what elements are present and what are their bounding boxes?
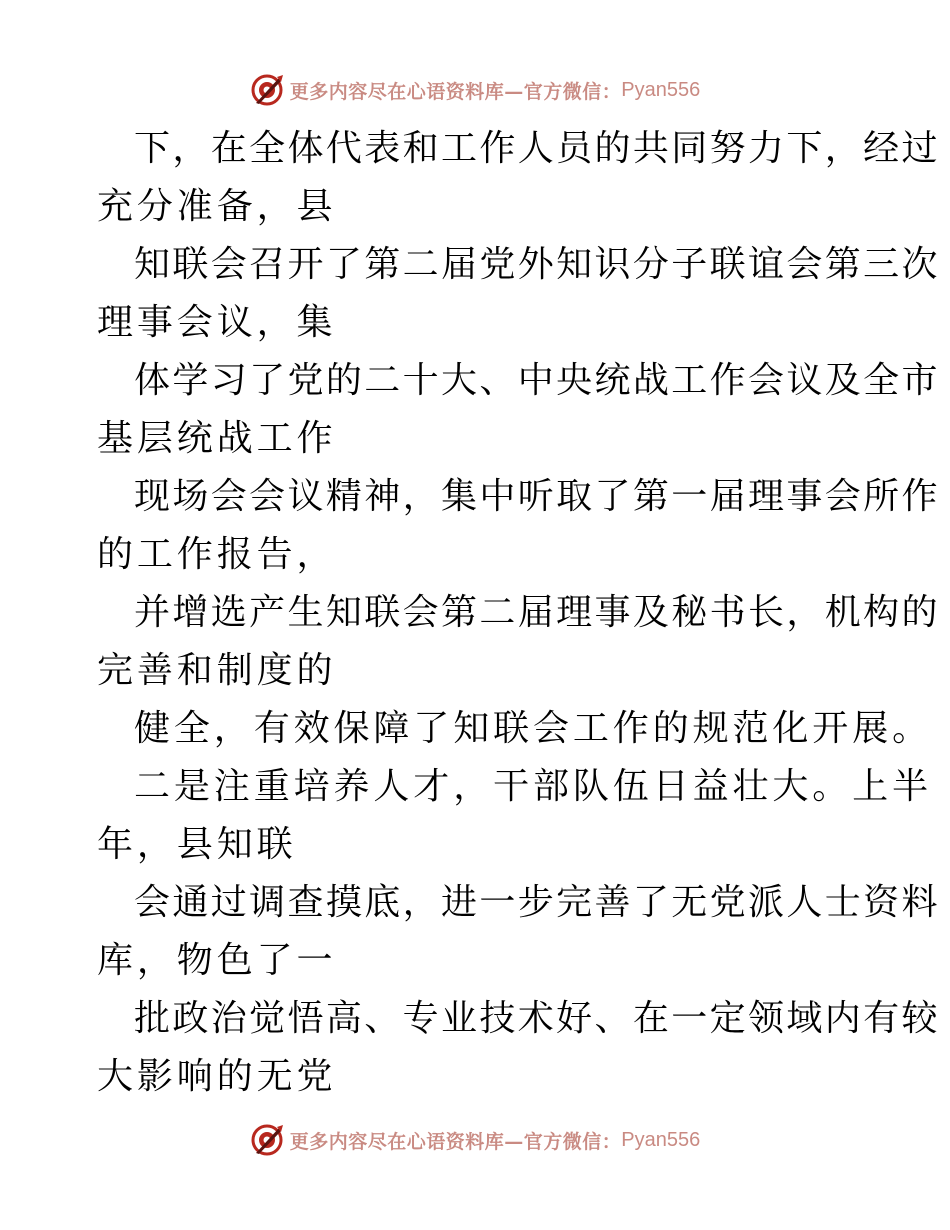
banner-label: 更多内容尽在心语资料库—官方微信： — [289, 1130, 622, 1153]
body-line: 完善和制度的 — [97, 650, 337, 691]
header-banner — [0, 70, 950, 110]
body-line: 体学习了党的二十大、中央统战工作会议及全市 — [134, 360, 940, 401]
body-line: 下，在全体代表和工作人员的共同努力下，经过 — [134, 128, 940, 169]
body-line: 二是注重培养人才，干部队伍日益壮大。上半 — [134, 766, 933, 807]
body-line: 库，物色了一 — [97, 940, 337, 981]
quill-logo-icon — [250, 1123, 284, 1157]
body-line: 知联会召开了第二届党外知识分子联谊会第三次 — [134, 244, 940, 285]
quill-logo-icon — [250, 73, 284, 107]
body-line: 的工作报告， — [97, 534, 337, 575]
banner-wechat-handle: Pyan556 — [621, 1128, 701, 1151]
body-line: 健全，有效保障了知联会工作的规范化开展。 — [134, 708, 933, 749]
body-line: 现场会会议精神，集中听取了第一届理事会所作 — [134, 476, 940, 517]
body-line: 大影响的无党 — [97, 1056, 337, 1097]
body-line: 理事会议，集 — [97, 302, 337, 343]
body-line: 会通过调查摸底，进一步完善了无党派人士资料 — [134, 882, 940, 923]
banner-wechat-handle: Pyan556 — [621, 78, 701, 101]
footer-banner — [0, 1120, 950, 1160]
body-line: 年，县知联 — [97, 824, 297, 865]
banner-label: 更多内容尽在心语资料库—官方微信： — [289, 80, 622, 103]
body-line: 批政治觉悟高、专业技术好、在一定领域内有较 — [134, 998, 940, 1039]
body-line: 充分准备，县 — [97, 186, 337, 227]
body-line: 基层统战工作 — [97, 418, 337, 459]
body-line: 并增选产生知联会第二届理事及秘书长，机构的 — [134, 592, 940, 633]
